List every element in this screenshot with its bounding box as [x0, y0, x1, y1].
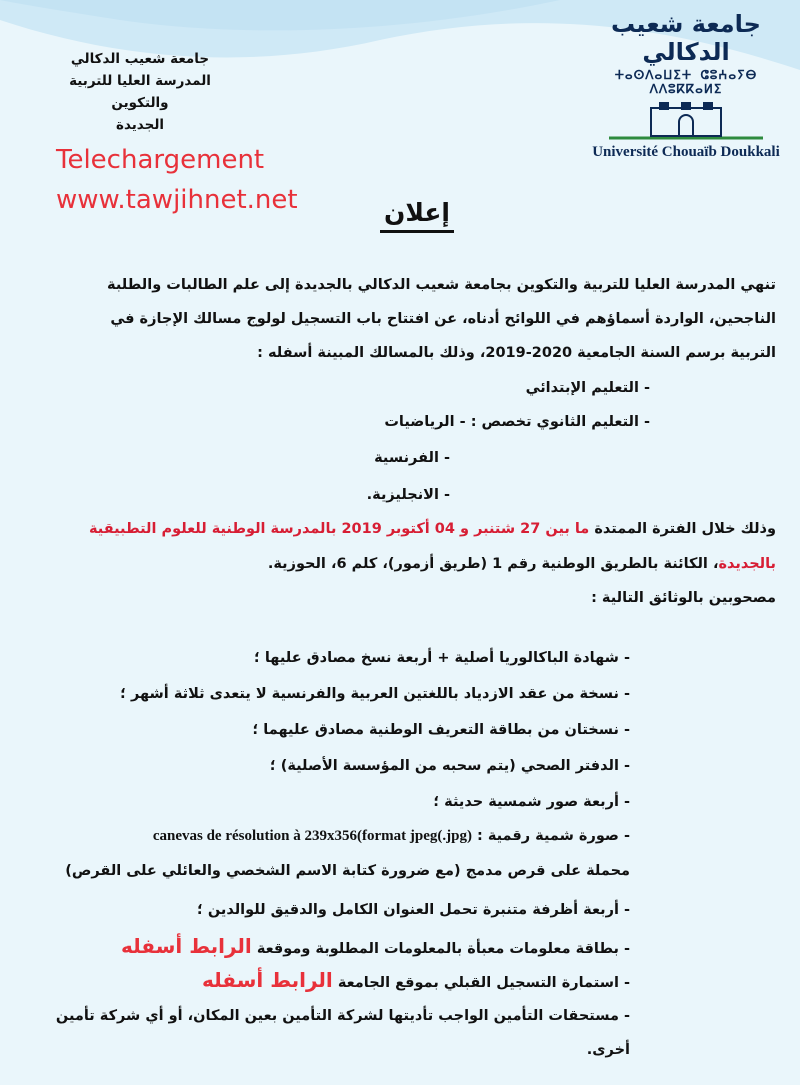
preregistration-link[interactable]: الرابط أسفله — [202, 968, 333, 992]
photo-format: canevas de résolution à 239x356(format jpeg(.jpg) — [152, 828, 472, 844]
insurance-item-continued: أخرى. — [586, 1042, 630, 1058]
university-emblem-icon — [601, 98, 771, 142]
watermark-title: Telechargement — [56, 145, 265, 175]
location-line — [268, 556, 776, 572]
intro-line: التربية برسم السنة الجامعية 2020-2019، وذلك بالمسالك المبينة أسفله : — [257, 345, 776, 361]
preregistration-label: - استمارة التسجيل القبلي بموقع الجامعة — [332, 975, 630, 991]
documents-intro: مصحوبين بالوثائق التالية : — [591, 590, 776, 606]
document-item: - نسختان من بطاقة التعريف الوطنية مصادق عليهما ؛ — [252, 722, 630, 738]
university-name-arabic: جامعة شعيب الدكالي — [611, 10, 761, 66]
document-item: - شهادة الباكالوريا أصلية + أربعة نسخ مصادق عليها ؛ — [254, 650, 630, 666]
intro-paragraph — [36, 268, 776, 370]
university-name-french: Université Chouaïb Doukkali — [592, 144, 780, 160]
location-city: بالجديدة — [718, 556, 776, 572]
period-line — [89, 521, 776, 537]
period-prefix: وذلك خلال الفترة الممتدة — [589, 521, 776, 537]
school-name-line: المدرسة العليا للتربية والتكوين — [69, 73, 211, 111]
track-item: - الفرنسية — [374, 450, 450, 466]
photo-requirement-detail: محملة على قرص مدمج (مع ضرورة كتابة الاسم الشخصي والعائلي على القرص) — [65, 863, 630, 879]
track-item: - الانجليزية. — [366, 487, 450, 503]
document-item: - نسخة من عقد الازدياد باللغتين العربية والفرنسية لا يتعدى ثلاثة أشهر ؛ — [120, 686, 630, 702]
location-address: ، الكائنة بالطريق الوطنية رقم 1 (طريق أزمور)، كلم 6، الحوزية. — [267, 556, 719, 572]
school-name-block — [40, 48, 240, 136]
info-card-label: - بطاقة معلومات معبأة بالمعلومات المطلوبة وموقعة — [251, 941, 630, 957]
download-watermark — [56, 140, 298, 220]
university-name-tifinagh: ⵜⴰⵙⴷⴰⵡⵉⵜ ⵛⵓⵄⴰⵢⴱ ⴷⴷⵓⴽⴽⴰⵍⵉ — [614, 68, 758, 96]
document-item: - أربعة صور شمسية حديثة ؛ — [433, 794, 630, 810]
period-dates: ما بين 27 شتنبر و 04 أكتوبر 2019 بالمدرسة الوطنية للعلوم التطبيقية — [88, 521, 590, 537]
track-item: - التعليم الثانوي تخصص : - الرياضيات — [384, 414, 650, 430]
watermark-url: www.tawjihnet.net — [56, 185, 298, 215]
photo-label: - صورة شمية رقمية : — [471, 828, 630, 844]
insurance-item: - مستحقات التأمين الواجب تأديتها لشركة التأمين بعين المكان، أو أي شركة تأمين — [55, 1008, 630, 1024]
document-item: - الدفتر الصحي (يتم سحبه من المؤسسة الأصلية) ؛ — [269, 758, 630, 774]
track-item: - التعليم الإبتدائي — [525, 380, 650, 396]
school-name-line: جامعة شعيب الدكالي — [70, 51, 210, 67]
university-logo — [586, 8, 786, 161]
school-name-line: الجديدة — [115, 117, 165, 133]
photo-requirement — [153, 828, 630, 845]
info-card-item — [121, 934, 630, 958]
intro-line: تنهي المدرسة العليا للتربية والتكوين بجامعة شعيب الدكالي بالجديدة إلى علم الطالبات والطلبة — [107, 277, 776, 293]
announcement-title: إعلان — [380, 196, 454, 233]
info-card-link[interactable]: الرابط أسفله — [121, 934, 252, 958]
intro-line: الناجحين، الواردة أسماؤهم في اللوائح أدناه، عن افتتاح باب التسجيل لولوج مسالك الإجازة في — [110, 311, 776, 327]
document-item: - أربعة أظرفة متنبرة تحمل العنوان الكامل والدقيق للوالدين ؛ — [197, 902, 630, 918]
preregistration-item — [202, 968, 630, 992]
